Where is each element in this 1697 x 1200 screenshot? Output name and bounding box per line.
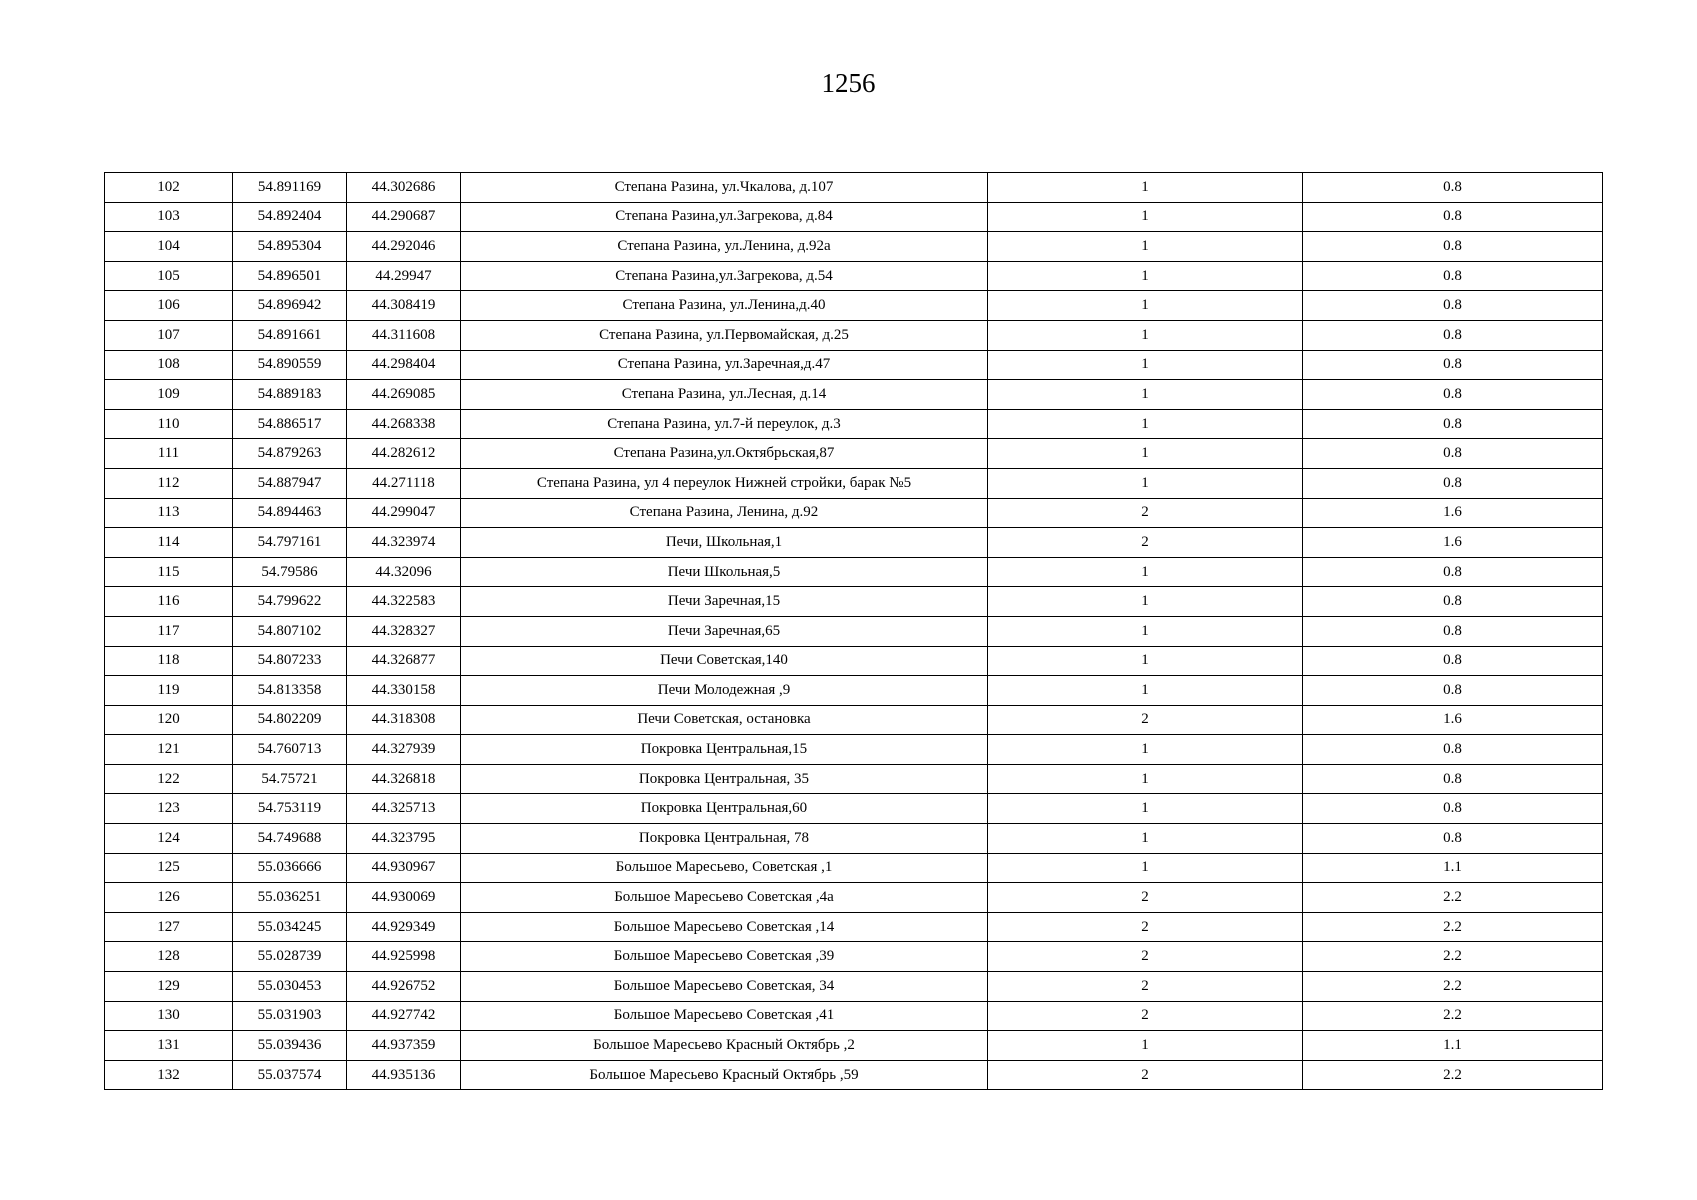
address-cell: Большое Маресьево Советская ,39 <box>461 942 988 972</box>
value-cell: 1.6 <box>1303 528 1603 558</box>
address-cell: Большое Маресьево Советская ,14 <box>461 912 988 942</box>
value-cell: 0.8 <box>1303 202 1603 232</box>
count-cell: 2 <box>988 942 1303 972</box>
row-number-cell: 108 <box>105 350 233 380</box>
value-cell: 2.2 <box>1303 883 1603 913</box>
row-number-cell: 109 <box>105 380 233 410</box>
table-row <box>105 320 1603 350</box>
count-cell: 2 <box>988 912 1303 942</box>
latitude-cell: 54.799622 <box>233 587 347 617</box>
value-cell: 2.2 <box>1303 1060 1603 1090</box>
table-row <box>105 1001 1603 1031</box>
table-row <box>105 824 1603 854</box>
table-row <box>105 616 1603 646</box>
row-number-cell: 115 <box>105 557 233 587</box>
table-row <box>105 587 1603 617</box>
longitude-cell: 44.937359 <box>347 1031 461 1061</box>
latitude-cell: 54.807102 <box>233 616 347 646</box>
value-cell: 1.6 <box>1303 705 1603 735</box>
table-row <box>105 942 1603 972</box>
latitude-cell: 54.895304 <box>233 232 347 262</box>
latitude-cell: 55.034245 <box>233 912 347 942</box>
table-row <box>105 853 1603 883</box>
row-number-cell: 103 <box>105 202 233 232</box>
table-row <box>105 409 1603 439</box>
latitude-cell: 55.039436 <box>233 1031 347 1061</box>
table-row <box>105 528 1603 558</box>
count-cell: 1 <box>988 380 1303 410</box>
address-cell: Степана Разина, ул.Лесная, д.14 <box>461 380 988 410</box>
count-cell: 1 <box>988 616 1303 646</box>
row-number-cell: 128 <box>105 942 233 972</box>
value-cell: 1.1 <box>1303 1031 1603 1061</box>
latitude-cell: 54.760713 <box>233 735 347 765</box>
value-cell: 1.1 <box>1303 853 1603 883</box>
count-cell: 2 <box>988 705 1303 735</box>
longitude-cell: 44.327939 <box>347 735 461 765</box>
longitude-cell: 44.330158 <box>347 676 461 706</box>
table-row <box>105 291 1603 321</box>
count-cell: 1 <box>988 320 1303 350</box>
row-number-cell: 116 <box>105 587 233 617</box>
latitude-cell: 54.894463 <box>233 498 347 528</box>
count-cell: 2 <box>988 1060 1303 1090</box>
longitude-cell: 44.292046 <box>347 232 461 262</box>
address-cell: Покровка Центральная, 35 <box>461 764 988 794</box>
address-cell: Большое Маресьево Красный Октябрь ,2 <box>461 1031 988 1061</box>
longitude-cell: 44.929349 <box>347 912 461 942</box>
row-number-cell: 114 <box>105 528 233 558</box>
count-cell: 1 <box>988 291 1303 321</box>
table-row <box>105 912 1603 942</box>
count-cell: 1 <box>988 794 1303 824</box>
page-number: 1256 <box>821 68 876 98</box>
address-cell: Печи, Школьная,1 <box>461 528 988 558</box>
address-cell: Степана Разина,ул.Октябрьская,87 <box>461 439 988 469</box>
address-cell: Степана Разина, Ленина, д.92 <box>461 498 988 528</box>
table-row <box>105 972 1603 1002</box>
table-row <box>105 646 1603 676</box>
latitude-cell: 54.890559 <box>233 350 347 380</box>
row-number-cell: 130 <box>105 1001 233 1031</box>
count-cell: 1 <box>988 439 1303 469</box>
count-cell: 1 <box>988 173 1303 203</box>
value-cell: 0.8 <box>1303 320 1603 350</box>
count-cell: 1 <box>988 735 1303 765</box>
longitude-cell: 44.318308 <box>347 705 461 735</box>
value-cell: 0.8 <box>1303 616 1603 646</box>
latitude-cell: 54.802209 <box>233 705 347 735</box>
row-number-cell: 107 <box>105 320 233 350</box>
value-cell: 0.8 <box>1303 468 1603 498</box>
longitude-cell: 44.322583 <box>347 587 461 617</box>
address-cell: Степана Разина,ул.Загрекова, д.84 <box>461 202 988 232</box>
count-cell: 1 <box>988 409 1303 439</box>
longitude-cell: 44.282612 <box>347 439 461 469</box>
row-number-cell: 119 <box>105 676 233 706</box>
row-number-cell: 126 <box>105 883 233 913</box>
value-cell: 0.8 <box>1303 173 1603 203</box>
latitude-cell: 54.896501 <box>233 261 347 291</box>
value-cell: 2.2 <box>1303 942 1603 972</box>
table-body <box>105 173 1603 1090</box>
table-row <box>105 439 1603 469</box>
longitude-cell: 44.925998 <box>347 942 461 972</box>
address-cell: Степана Разина, ул.Чкалова, д.107 <box>461 173 988 203</box>
count-cell: 2 <box>988 972 1303 1002</box>
table-row <box>105 380 1603 410</box>
table-row <box>105 232 1603 262</box>
address-cell: Печи Заречная,65 <box>461 616 988 646</box>
count-cell: 1 <box>988 676 1303 706</box>
count-cell: 2 <box>988 1001 1303 1031</box>
longitude-cell: 44.935136 <box>347 1060 461 1090</box>
value-cell: 0.8 <box>1303 232 1603 262</box>
row-number-cell: 104 <box>105 232 233 262</box>
value-cell: 2.2 <box>1303 972 1603 1002</box>
longitude-cell: 44.290687 <box>347 202 461 232</box>
value-cell: 0.8 <box>1303 587 1603 617</box>
count-cell: 1 <box>988 261 1303 291</box>
longitude-cell: 44.325713 <box>347 794 461 824</box>
table-row <box>105 173 1603 203</box>
address-cell: Печи Школьная,5 <box>461 557 988 587</box>
table-row <box>105 883 1603 913</box>
row-number-cell: 113 <box>105 498 233 528</box>
address-cell: Покровка Центральная, 78 <box>461 824 988 854</box>
row-number-cell: 102 <box>105 173 233 203</box>
latitude-cell: 54.887947 <box>233 468 347 498</box>
row-number-cell: 106 <box>105 291 233 321</box>
latitude-cell: 54.891661 <box>233 320 347 350</box>
latitude-cell: 54.807233 <box>233 646 347 676</box>
count-cell: 1 <box>988 587 1303 617</box>
value-cell: 0.8 <box>1303 735 1603 765</box>
address-cell: Степана Разина, ул.Ленина,д.40 <box>461 291 988 321</box>
longitude-cell: 44.269085 <box>347 380 461 410</box>
longitude-cell: 44.926752 <box>347 972 461 1002</box>
row-number-cell: 112 <box>105 468 233 498</box>
count-cell: 1 <box>988 350 1303 380</box>
longitude-cell: 44.927742 <box>347 1001 461 1031</box>
address-cell: Печи Молодежная ,9 <box>461 676 988 706</box>
row-number-cell: 105 <box>105 261 233 291</box>
latitude-cell: 54.896942 <box>233 291 347 321</box>
value-cell: 0.8 <box>1303 764 1603 794</box>
row-number-cell: 131 <box>105 1031 233 1061</box>
latitude-cell: 55.036666 <box>233 853 347 883</box>
count-cell: 2 <box>988 883 1303 913</box>
latitude-cell: 55.028739 <box>233 942 347 972</box>
longitude-cell: 44.326877 <box>347 646 461 676</box>
longitude-cell: 44.299047 <box>347 498 461 528</box>
latitude-cell: 54.886517 <box>233 409 347 439</box>
count-cell: 1 <box>988 1031 1303 1061</box>
value-cell: 0.8 <box>1303 646 1603 676</box>
latitude-cell: 55.031903 <box>233 1001 347 1031</box>
row-number-cell: 122 <box>105 764 233 794</box>
longitude-cell: 44.930967 <box>347 853 461 883</box>
address-cell: Покровка Центральная,60 <box>461 794 988 824</box>
longitude-cell: 44.930069 <box>347 883 461 913</box>
longitude-cell: 44.268338 <box>347 409 461 439</box>
table-row <box>105 498 1603 528</box>
latitude-cell: 54.892404 <box>233 202 347 232</box>
table-row <box>105 705 1603 735</box>
address-cell: Большое Маресьево, Советская ,1 <box>461 853 988 883</box>
address-cell: Печи Заречная,15 <box>461 587 988 617</box>
address-cell: Печи Советская,140 <box>461 646 988 676</box>
address-cell: Большое Маресьево Советская, 34 <box>461 972 988 1002</box>
address-cell: Степана Разина, ул.Ленина, д.92а <box>461 232 988 262</box>
value-cell: 0.8 <box>1303 824 1603 854</box>
latitude-cell: 55.030453 <box>233 972 347 1002</box>
table-row <box>105 676 1603 706</box>
address-cell: Степана Разина, ул.Первомайская, д.25 <box>461 320 988 350</box>
value-cell: 0.8 <box>1303 794 1603 824</box>
row-number-cell: 121 <box>105 735 233 765</box>
count-cell: 1 <box>988 468 1303 498</box>
latitude-cell: 54.753119 <box>233 794 347 824</box>
row-number-cell: 123 <box>105 794 233 824</box>
latitude-cell: 54.891169 <box>233 173 347 203</box>
row-number-cell: 117 <box>105 616 233 646</box>
latitude-cell: 54.879263 <box>233 439 347 469</box>
table-row <box>105 202 1603 232</box>
row-number-cell: 132 <box>105 1060 233 1090</box>
longitude-cell: 44.298404 <box>347 350 461 380</box>
longitude-cell: 44.271118 <box>347 468 461 498</box>
row-number-cell: 111 <box>105 439 233 469</box>
value-cell: 0.8 <box>1303 439 1603 469</box>
row-number-cell: 120 <box>105 705 233 735</box>
latitude-cell: 54.889183 <box>233 380 347 410</box>
count-cell: 1 <box>988 646 1303 676</box>
longitude-cell: 44.323974 <box>347 528 461 558</box>
longitude-cell: 44.326818 <box>347 764 461 794</box>
table-row <box>105 735 1603 765</box>
address-cell: Большое Маресьево Советская ,4а <box>461 883 988 913</box>
row-number-cell: 124 <box>105 824 233 854</box>
longitude-cell: 44.323795 <box>347 824 461 854</box>
latitude-cell: 54.79586 <box>233 557 347 587</box>
value-cell: 0.8 <box>1303 557 1603 587</box>
row-number-cell: 118 <box>105 646 233 676</box>
address-cell: Большое Маресьево Советская ,41 <box>461 1001 988 1031</box>
row-number-cell: 127 <box>105 912 233 942</box>
address-cell: Большое Маресьево Красный Октябрь ,59 <box>461 1060 988 1090</box>
value-cell: 1.6 <box>1303 498 1603 528</box>
address-cell: Степана Разина, ул.7-й переулок, д.3 <box>461 409 988 439</box>
longitude-cell: 44.32096 <box>347 557 461 587</box>
latitude-cell: 54.75721 <box>233 764 347 794</box>
longitude-cell: 44.302686 <box>347 173 461 203</box>
value-cell: 0.8 <box>1303 291 1603 321</box>
count-cell: 1 <box>988 232 1303 262</box>
value-cell: 0.8 <box>1303 409 1603 439</box>
address-cell: Степана Разина,ул.Загрекова, д.54 <box>461 261 988 291</box>
latitude-cell: 55.037574 <box>233 1060 347 1090</box>
table-row <box>105 350 1603 380</box>
address-cell: Степана Разина, ул 4 переулок Нижней стройки, барак №5 <box>461 468 988 498</box>
address-cell: Печи Советская, остановка <box>461 705 988 735</box>
value-cell: 0.8 <box>1303 261 1603 291</box>
row-number-cell: 125 <box>105 853 233 883</box>
data-table <box>104 172 1603 1090</box>
value-cell: 0.8 <box>1303 350 1603 380</box>
count-cell: 1 <box>988 202 1303 232</box>
count-cell: 1 <box>988 824 1303 854</box>
value-cell: 0.8 <box>1303 380 1603 410</box>
longitude-cell: 44.308419 <box>347 291 461 321</box>
count-cell: 2 <box>988 498 1303 528</box>
row-number-cell: 129 <box>105 972 233 1002</box>
address-cell: Покровка Центральная,15 <box>461 735 988 765</box>
table-row <box>105 468 1603 498</box>
count-cell: 2 <box>988 528 1303 558</box>
latitude-cell: 54.797161 <box>233 528 347 558</box>
value-cell: 2.2 <box>1303 1001 1603 1031</box>
table-row <box>105 557 1603 587</box>
row-number-cell: 110 <box>105 409 233 439</box>
longitude-cell: 44.311608 <box>347 320 461 350</box>
table-row <box>105 794 1603 824</box>
latitude-cell: 55.036251 <box>233 883 347 913</box>
count-cell: 1 <box>988 557 1303 587</box>
table-row <box>105 1060 1603 1090</box>
table-row <box>105 1031 1603 1061</box>
count-cell: 1 <box>988 853 1303 883</box>
value-cell: 0.8 <box>1303 676 1603 706</box>
address-cell: Степана Разина, ул.Заречная,д.47 <box>461 350 988 380</box>
longitude-cell: 44.29947 <box>347 261 461 291</box>
table-row <box>105 764 1603 794</box>
count-cell: 1 <box>988 764 1303 794</box>
latitude-cell: 54.749688 <box>233 824 347 854</box>
table-row <box>105 261 1603 291</box>
longitude-cell: 44.328327 <box>347 616 461 646</box>
latitude-cell: 54.813358 <box>233 676 347 706</box>
value-cell: 2.2 <box>1303 912 1603 942</box>
